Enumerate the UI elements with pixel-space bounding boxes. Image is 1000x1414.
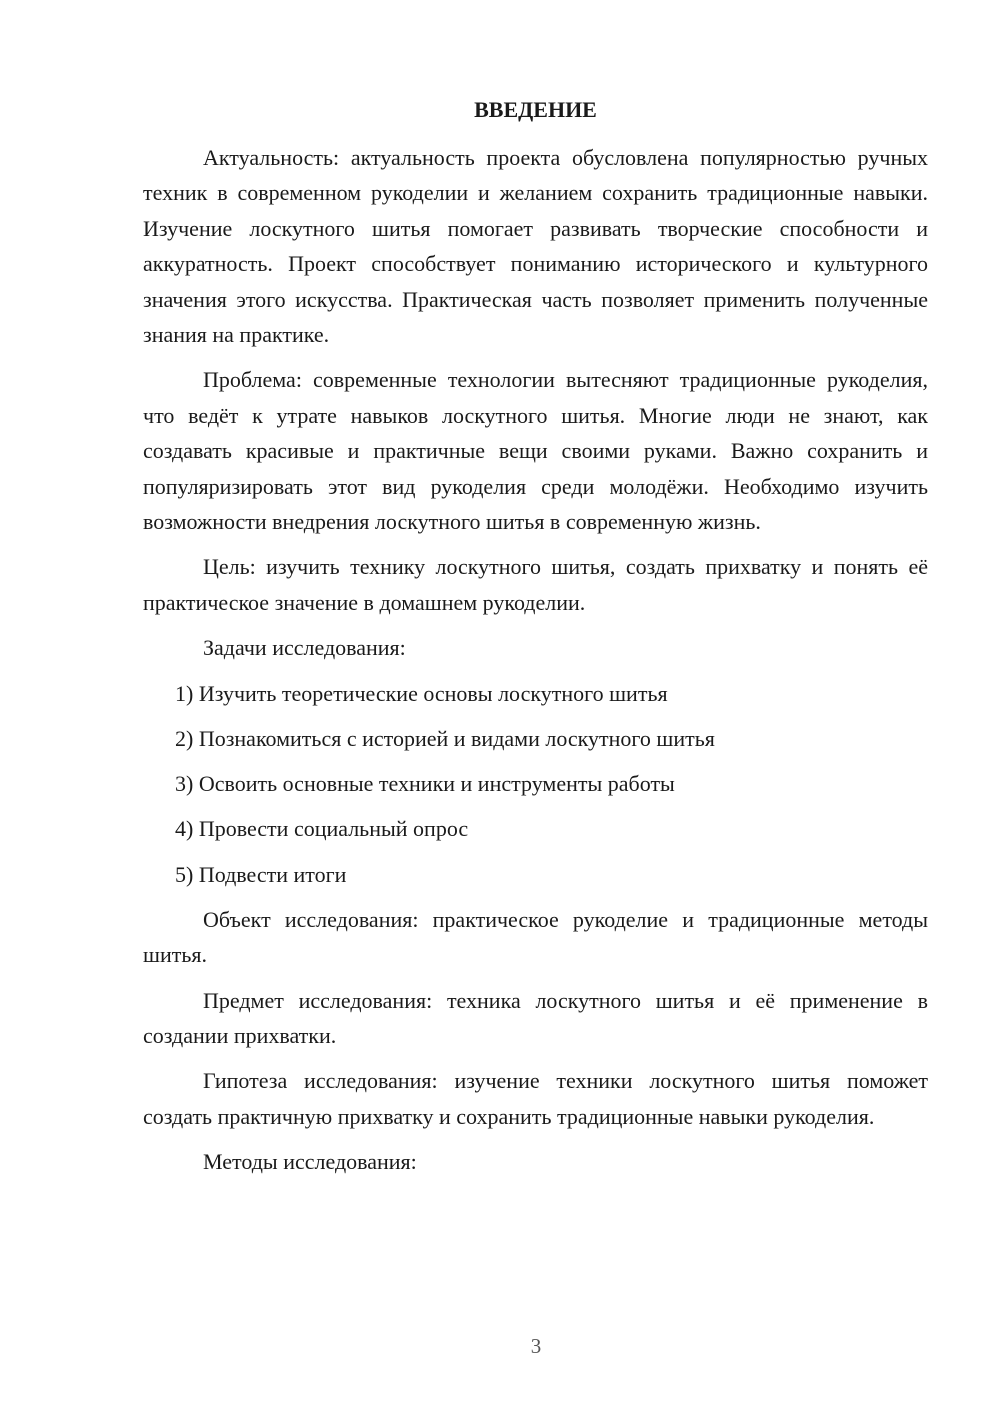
problem-paragraph: Проблема: современные технологии вытесняют традиционные рукоделия, что ведёт к утрате навыков лоскутного шитья. Многие люди не знают, как создавать красивые и практичные вещи своими руками. Важно сохранить и популяризировать этот вид рукоделия среди молодёжи. Необходимо изучить возможности внедрения лоскутного шитья в современную жизнь.	[143, 367, 928, 535]
subject-paragraph: Предмет исследования: техника лоскутного шитья и её применение в создании прихватки.	[143, 987, 928, 1048]
task-item: 2) Познакомиться с историей и видами лоскутного шитья	[175, 725, 715, 751]
page-number: 3	[530, 1334, 542, 1358]
task-item: 4) Провести социальный опрос	[175, 816, 469, 842]
page-content	[143, 92, 928, 1190]
section-title: ВВЕДЕНИЕ	[474, 97, 597, 122]
object-paragraph: Объект исследования: практическое рукоделие и традиционные методы шитья.	[143, 906, 928, 968]
task-item: 3) Освоить основные техники и инструменты работы	[175, 771, 675, 797]
hypothesis-paragraph: Гипотеза исследования: изучение техники лоскутного шитья поможет создать практичную прихватку и сохранить традиционные навыки рукоделия.	[143, 1068, 928, 1129]
task-item: 1) Изучить теоретические основы лоскутного шитья	[175, 680, 668, 706]
goal-paragraph: Цель: изучить технику лоскутного шитья, создать прихватку и понять её практическое значение в домашнем рукоделии.	[143, 554, 928, 615]
task-item: 5) Подвести итоги	[175, 861, 347, 887]
methods-heading: Методы исследования:	[203, 1149, 417, 1175]
task-list	[143, 676, 928, 892]
tasks-heading: Задачи исследования:	[203, 635, 406, 661]
relevance-paragraph: Актуальность: актуальность проекта обусловлена популярностью ручных техник в современном рукоделии и желанием сохранить традиционные навыки. Изучение лоскутного шитья помогает развивать творческие способности и аккуратность. Проект способствует пониманию исторического и культурного значения этого искусства. Практическая часть позволяет применить полученные знания на практике.	[143, 145, 928, 348]
